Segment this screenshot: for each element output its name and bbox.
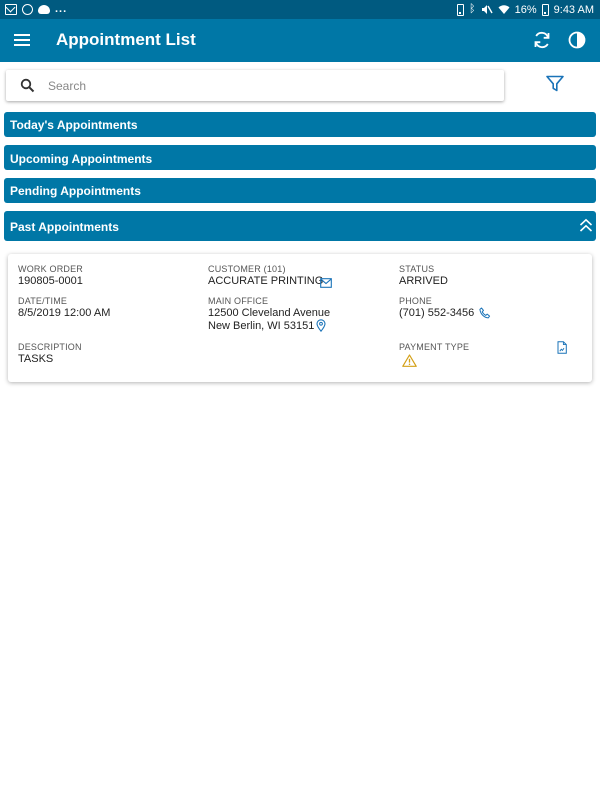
contrast-icon[interactable]: [568, 31, 586, 49]
menu-icon[interactable]: [14, 34, 30, 46]
battery-saver-icon: [457, 4, 464, 16]
payment-type-label: PAYMENT TYPE: [399, 342, 470, 352]
section-label: Pending Appointments: [10, 184, 141, 198]
clock: 9:43 AM: [553, 3, 594, 16]
datetime-value: 8/5/2019 12:00 AM: [18, 307, 111, 319]
mail-notification-icon: [5, 4, 17, 15]
main-office-label: MAIN OFFICE: [208, 296, 269, 306]
section-label: Past Appointments: [10, 220, 119, 234]
warning-icon: [402, 354, 417, 372]
document-icon[interactable]: [557, 341, 567, 359]
refresh-icon[interactable]: [532, 30, 552, 50]
description-label: DESCRIPTION: [18, 342, 82, 352]
appointment-card[interactable]: [8, 254, 592, 382]
section-todays-appointments[interactable]: [4, 112, 596, 137]
section-upcoming-appointments[interactable]: [4, 145, 596, 170]
more-notifications-indicator: ...: [55, 3, 68, 15]
location-icon[interactable]: [316, 319, 326, 337]
email-icon[interactable]: [320, 275, 332, 293]
section-label: Today's Appointments: [10, 118, 138, 132]
search-icon: [20, 78, 35, 93]
status-value: ARRIVED: [399, 275, 448, 287]
datetime-label: DATE/TIME: [18, 296, 68, 306]
wifi-icon: [498, 4, 510, 15]
cloud-notification-icon: [38, 5, 50, 14]
collapse-icon[interactable]: [579, 218, 593, 233]
sync-notification-icon: [22, 4, 33, 15]
filter-icon[interactable]: [545, 74, 565, 94]
section-pending-appointments[interactable]: [4, 178, 596, 203]
status-bar-system: [457, 2, 594, 17]
status-label: STATUS: [399, 264, 435, 274]
search-bar: [6, 70, 504, 101]
battery-percent: 16%: [514, 3, 537, 16]
phone-value[interactable]: (701) 552-3456: [399, 307, 475, 319]
phone-icon[interactable]: [479, 306, 491, 324]
status-bar: [0, 0, 600, 19]
battery-icon: [542, 4, 549, 16]
status-bar-notifications: [5, 2, 67, 17]
description-value: TASKS: [18, 353, 54, 365]
app-bar: [0, 19, 600, 62]
customer-label: CUSTOMER (101): [208, 264, 286, 274]
section-label: Upcoming Appointments: [10, 152, 153, 166]
page-title: Appointment List: [56, 30, 196, 49]
address-line1: 12500 Cleveland Avenue: [208, 307, 331, 319]
customer-value: ACCURATE PRINTING: [208, 275, 324, 287]
search-input[interactable]: [48, 74, 488, 97]
section-past-appointments[interactable]: [4, 211, 596, 241]
work-order-label: WORK ORDER: [18, 264, 83, 274]
bluetooth-icon: ᛒ: [469, 3, 476, 15]
address-line2: New Berlin, WI 53151: [208, 320, 315, 332]
work-order-value: 190805-0001: [18, 275, 83, 287]
phone-label: PHONE: [399, 296, 433, 306]
mute-icon: [481, 4, 493, 15]
